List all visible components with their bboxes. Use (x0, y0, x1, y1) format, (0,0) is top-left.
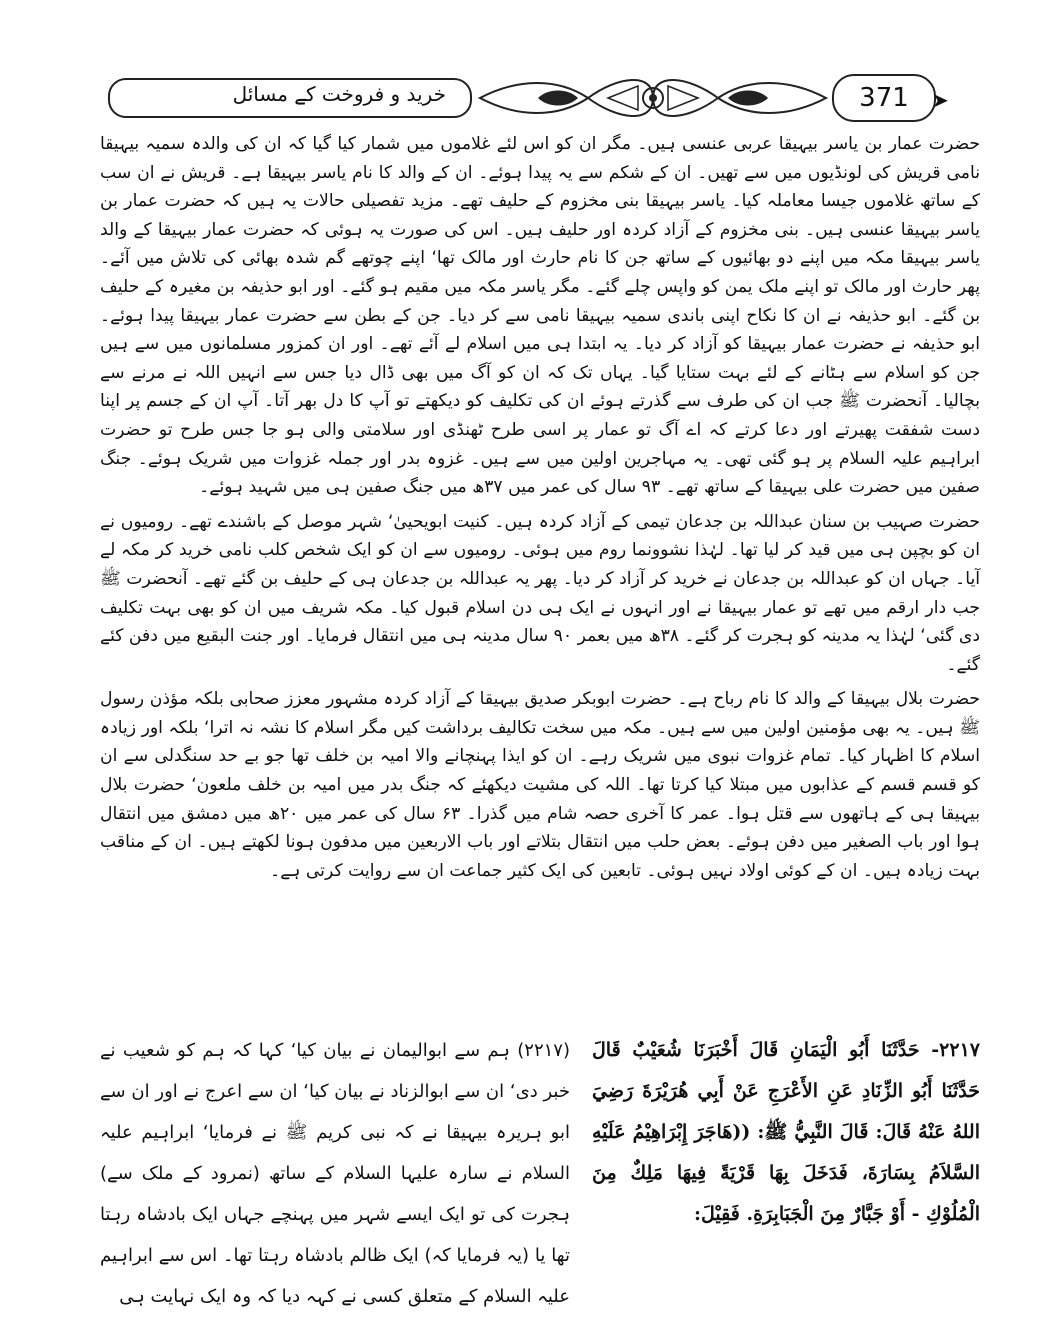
hadith-urdu-translation: (۲۲۱۷) ہم سے ابوالیمان نے بیان کیا‘ کہا کہ ہم کو شعیب نے خبر دی‘ ان سے ابوالزناد نے بیان کیا‘ ان سے اعرج نے اور ان سے ابو ہریرہ بیہیقا نے کہ نبی کریم ﷺ نے فرمایا‘ ابراہیم علیہ السلام نے سارہ علیہا السلام کے ساتھ (نمرود کے ملک سے) ہجرت کی تو ایک ایسے شہر میں پہنچے جہاں ایک بادشاہ رہتا تھا یا (یہ فرمایا کہ) ایک ظالم بادشاہ رہتا تھا۔ اس سے ابراہیم علیہ السلام کے متعلق کسی نے کہہ دیا کہ وہ ایک نہایت ہی (100, 1040, 570, 1307)
chapter-title: خرید و فروخت کے مسائل (232, 82, 446, 106)
page-number: 371 (859, 83, 909, 113)
hadith-arabic-text: ۲۲۱۷- حَدَّثَنَا أَبُو الْيَمَانِ قَالَ أَخْبَرَنَا شُعَيْبٌ قَالَ حَدَّثَنَا أَبُو الزِّنَادِ عَنِ الأَعْرَجِ عَنْ أَبِي هُرَيْرَةَ رَضِيَ اللهُ عَنْهُ قَالَ: قَالَ النَّبِيُّ ﷺ: ((هَاجَرَ إِبْرَاهِيْمُ عَلَيْهِ السَّلاَمُ بِسَارَةَ، فَدَخَلَ بِهَا قَرْيَةً فِيهَا مَلِكٌ مِنَ الْمُلُوْكِ - أَوْ جَبَّارٌ مِنَ الْجَبَابِرَةِ. فَقِيْلَ: (592, 1039, 980, 1225)
chapter-title-box (108, 78, 472, 118)
arrow-right-icon: ➤ (932, 88, 949, 112)
page-header (108, 70, 948, 130)
page-number-box (832, 74, 936, 122)
hadith-section (100, 1030, 980, 1320)
commentary-section (100, 130, 980, 891)
ornament-icon (478, 70, 828, 126)
commentary-paragraph-ammar: حضرت عمار بن یاسر بیہیقا عربی عنسی ہیں۔ مگر ان کو اس لئے غلاموں میں شمار کیا گیا کہ ان کی والدہ سمیہ بیہیقا نامی قریش کی لونڈیوں میں سے تھیں۔ ان کے شکم سے یہ پیدا ہوئے۔ ان کے والد کا نام یاسر بیہیقا ہے۔ قریش نے ان سب کے ساتھ غلاموں جیسا معاملہ کیا۔ یاسر بیہیقا بنی مخزوم کے حلیف تھے۔ مزید تفصیلی حالات یہ ہیں کہ حضرت عمار بن یاسر بیہیقا عنسی ہیں۔ بنی مخزوم کے آزاد کردہ اور حلیف ہیں۔ اس کی صورت یہ ہوئی کہ حضرت عمار بیہیقا کے والد یاسر بیہیقا مکہ میں اپنے دو بھائیوں کے ساتھ جن کا نام حارث اور مالک تھا‘ اپنے چوتھے گم شدہ بھائی کی تلاش میں آئے۔ پھر حارث اور مالک تو اپنے ملک یمن کو واپس چلے گئے۔ مگر یاسر مکہ میں مقیم ہو گئے۔ اور ابو حذیفہ بن مغیرہ کے حلیف بن گئے۔ ابو حذیفہ نے ان کا نکاح اپنی باندی سمیہ بیہیقا نامی سے کر دیا۔ جن کے بطن سے حضرت عمار بیہیقا پیدا ہوئے۔ ابو حذیفہ نے حضرت عمار بیہیقا کو آزاد کر دیا۔ یہ ابتدا ہی میں اسلام لے آئے تھے۔ اور ان کمزور مسلمانوں میں سے ہیں جن کو اسلام سے ہٹانے کے لئے بہت ستایا گیا۔ یہاں تک کہ ان کو آگ میں بھی ڈال دیا جس سے انہیں اللہ نے مرنے سے بچالیا۔ آنحضرت ﷺ جب ان کی طرف سے گذرتے ہوئے ان کی تکلیف کو دیکھتے تو آپ کا دل بھر آتا۔ آپ ان کے جسم پر اپنا دست شفقت پھیرتے اور دعا کرتے کہ اے آگ تو عمار پر اسی طرح ٹھنڈی اور سلامتی والی ہو جا جس طرح تو حضرت ابراہیم علیہ السلام پر ہو گئی تھی۔ یہ مہاجرین اولین میں سے ہیں۔ غزوہ بدر اور جملہ غزوات میں شریک ہوئے۔ جنگ صفین میں حضرت علی بیہیقا کے ساتھ تھے۔ ۹۳ سال کی عمر میں ۳۷ھ میں جنگ صفین ہی میں شہید ہوئے۔ (100, 134, 980, 498)
commentary-paragraph-bilal: حضرت بلال بیہیقا کے والد کا نام رباح ہے۔ حضرت ابوبکر صدیق بیہیقا کے آزاد کردہ مشہور معزز صحابی بلکہ مؤذن رسول ﷺ ہیں۔ یہ بھی مؤمنین اولین میں سے ہیں۔ مکہ میں سخت تکالیف برداشت کیں مگر اسلام کا نشہ نہ اترا‘ بلکہ اور زیادہ اسلام کا اظہار کیا۔ تمام غزوات نبوی میں شریک رہے۔ ان کو ایذا پہنچانے والا امیہ بن خلف تھا جو بے حد سنگدلی سے ان کو قسم قسم کے عذابوں میں مبتلا کیا کرتا تھا۔ اللہ کی مشیت دیکھئے کہ جنگ بدر میں امیہ بن خلف ملعون‘ حضرت بلال بیہیقا ہی کے ہاتھوں سے قتل ہوا۔ عمر کا آخری حصہ شام میں گذرا۔ ۶۳ سال کی عمر میں ۲۰ھ میں دمشق میں انتقال ہوا اور باب الصغیر میں دفن ہوئے۔ بعض حلب میں انتقال بتلاتے اور باب الاربعین میں مدفون ہونا لکھتے ہیں۔ ان کے مناقب بہت زیادہ ہیں۔ ان کے کوئی اولاد نہیں ہوئی۔ تابعین کی ایک کثیر جماعت ان سے روایت کرتی ہے۔ (100, 689, 981, 881)
commentary-paragraph-suhaib: حضرت صہیب بن سنان عبداللہ بن جدعان تیمی کے آزاد کردہ ہیں۔ کنیت ابویحییٰ‘ شہر موصل کے باشندے تھے۔ رومیوں نے ان کو بچپن ہی میں قید کر لیا تھا۔ لہٰذا نشوونما روم میں ہوئی۔ رومیوں سے ان کو ایک شخص کلب نامی خرید کر مکہ لے آیا۔ جہاں ان کو عبداللہ بن جدعان نے خرید کر آزاد کر دیا۔ پھر یہ عبداللہ بن جدعان ہی کے حلیف بن گئے تھے۔ آنحضرت ﷺ جب دار ارقم میں تھے تو عمار بیہیقا نے اور انہوں نے ایک ہی دن اسلام قبول کیا۔ مکہ شریف میں ان کو بھی بہت تکلیف دی گئی‘ لہٰذا یہ مدینہ کو ہجرت کر گئے۔ ۳۸ھ میں بعمر ۹۰ سال مدینہ ہی میں انتقال فرمایا۔ اور جنت البقیع میں دفن کئے گئے۔ (100, 511, 980, 675)
